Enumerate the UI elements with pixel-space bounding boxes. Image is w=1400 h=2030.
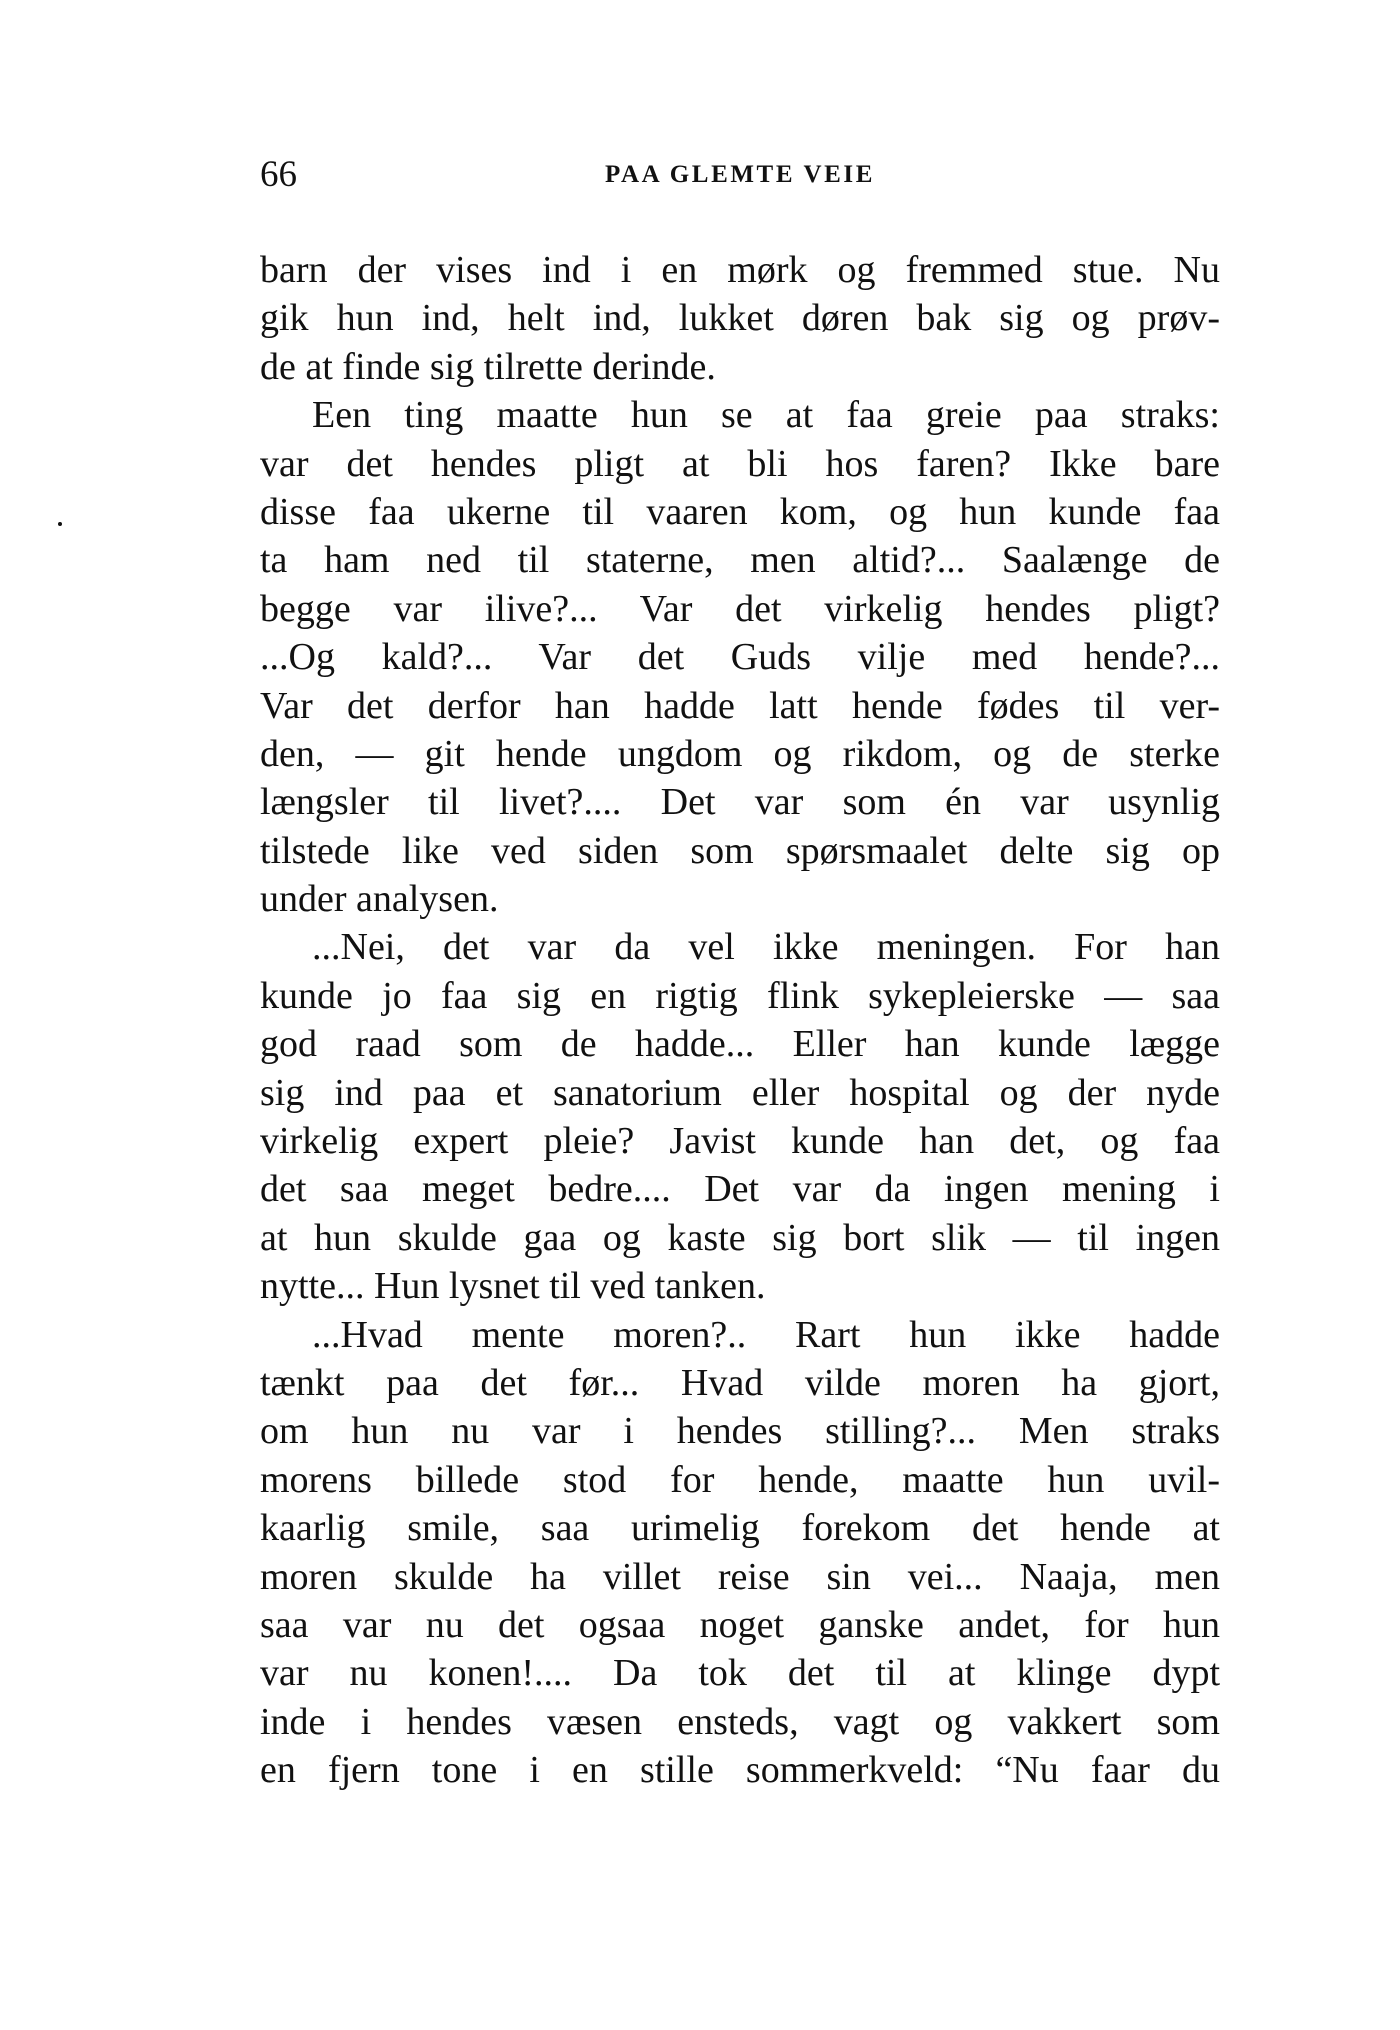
text-line: var det hendes pligt at bli hos faren? Ikke bare <box>260 442 1220 485</box>
text-line: kunde jo faa sig en rigtig flink sykepleierske — saa <box>260 974 1220 1017</box>
running-head <box>260 150 1220 200</box>
text-line: virkelig expert pleie? Javist kunde han det, og faa <box>260 1120 1220 1163</box>
text-line: var nu konen!.... Da tok det til at klinge dypt <box>260 1652 1220 1695</box>
text-line: ta ham ned til staterne, men altid?... Saalænge de <box>260 539 1220 582</box>
text-line: Var det derfor han hadde latt hende fødes til ver- <box>260 684 1220 727</box>
text-line: Een ting maatte hun se at faa greie paa straks: <box>312 394 1220 437</box>
text-line: morens billede stod for hende, maatte hun uvil- <box>260 1458 1220 1501</box>
text-line: gik hun ind, helt ind, lukket døren bak sig og prøv- <box>260 297 1220 340</box>
text-line: kaarlig smile, saa urimelig forekom det hende at <box>260 1507 1220 1550</box>
body-text <box>260 246 1220 1795</box>
text-line: barn der vises ind i en mørk og fremmed stue. Nu <box>260 249 1220 291</box>
text-line: det saa meget bedre.... Det var da ingen mening i <box>260 1168 1220 1211</box>
text-line: ...Nei, det var da vel ikke meningen. For han <box>312 926 1220 969</box>
text-line: nytte... Hun lysnet til ved tanken. <box>260 1265 766 1308</box>
text-line: den, — git hende ungdom og rikdom, og de sterke <box>260 732 1220 775</box>
text-line: tænkt paa det før... Hvad vilde moren ha gjort, <box>260 1361 1220 1404</box>
text-line: ...Hvad mente moren?.. Rart hun ikke hadde <box>312 1313 1220 1356</box>
text-line: de at finde sig tilrette derinde. <box>260 345 716 388</box>
text-line: ...Og kald?... Var det Guds vilje med hende?... <box>260 636 1220 679</box>
text-line: at hun skulde gaa og kaste sig bort slik — til ingen <box>260 1216 1220 1259</box>
text-line: under analysen. <box>260 878 499 921</box>
text-line: disse faa ukerne til vaaren kom, og hun kunde faa <box>260 490 1220 533</box>
text-line: en fjern tone i en stille sommerkveld: “Nu faar du <box>260 1749 1220 1792</box>
text-line: begge var ilive?... Var det virkelig hendes pligt? <box>260 587 1220 630</box>
text-line: længsler til livet?.... Det var som én var usynlig <box>260 781 1220 824</box>
text-line: tilstede like ved siden som spørsmaalet delte sig op <box>260 829 1220 872</box>
stray-ink-dot <box>58 522 62 526</box>
text-line: saa var nu det ogsaa noget ganske andet, for hun <box>260 1603 1220 1646</box>
text-line: sig ind paa et sanatorium eller hospital og der nyde <box>260 1071 1220 1114</box>
text-line: god raad som de hadde... Eller han kunde lægge <box>260 1023 1220 1066</box>
text-line: moren skulde ha villet reise sin vei... Naaja, men <box>260 1555 1220 1598</box>
page-number: 66 <box>260 154 297 195</box>
running-title: PAA GLEMTE VEIE <box>604 161 876 188</box>
text-line: om hun nu var i hendes stilling?... Men straks <box>260 1410 1220 1453</box>
text-line: inde i hendes væsen ensteds, vagt og vakkert som <box>260 1700 1220 1743</box>
